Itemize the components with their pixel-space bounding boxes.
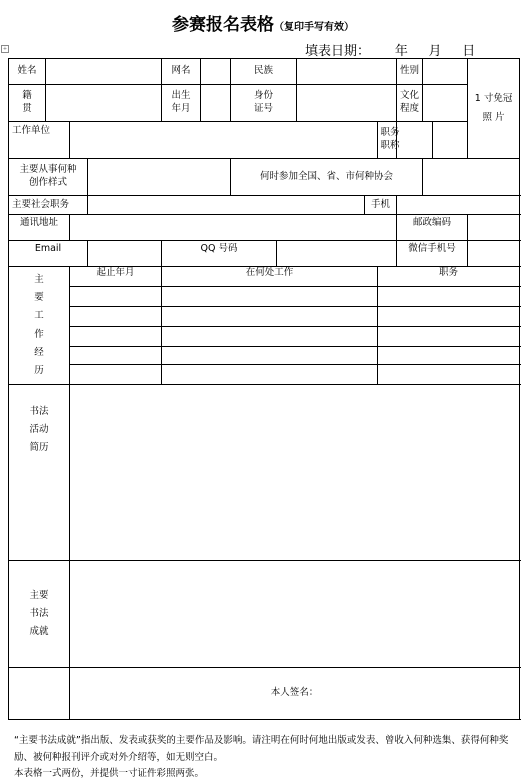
period-cell[interactable] bbox=[70, 287, 162, 307]
workplace-header: 在何处工作 bbox=[162, 267, 378, 287]
period-cell[interactable] bbox=[70, 327, 162, 347]
footer-notes bbox=[14, 733, 514, 783]
gender-label: 性别 bbox=[397, 59, 423, 85]
work-unit-field[interactable] bbox=[70, 122, 378, 159]
birth-label: 出生年月 bbox=[162, 85, 201, 122]
job-cell[interactable] bbox=[378, 327, 520, 347]
gender-field[interactable] bbox=[423, 59, 468, 85]
period-cell[interactable] bbox=[70, 307, 162, 327]
activities-label: 书法活动简历 bbox=[9, 385, 70, 561]
workplace-cell[interactable] bbox=[162, 307, 378, 327]
education-field[interactable] bbox=[423, 85, 468, 122]
wechat-field[interactable] bbox=[468, 241, 520, 267]
address-field[interactable] bbox=[70, 215, 397, 241]
qq-field[interactable] bbox=[277, 241, 397, 267]
achievements-field[interactable] bbox=[70, 561, 520, 668]
job-cell[interactable] bbox=[378, 347, 520, 365]
qq-label: QQ 号码 bbox=[162, 241, 277, 267]
id-no-field[interactable] bbox=[297, 85, 397, 122]
workplace-cell[interactable] bbox=[162, 347, 378, 365]
ethnicity-label: 民族 bbox=[231, 59, 297, 85]
work-history-label: 主要工作经历 bbox=[9, 267, 70, 385]
mobile-label: 手机 bbox=[365, 196, 397, 215]
period-cell[interactable] bbox=[70, 365, 162, 385]
email-label: Email bbox=[9, 241, 88, 267]
address-label: 通讯地址 bbox=[9, 215, 70, 241]
form-title-note: （复印手写有效） bbox=[274, 22, 354, 33]
creative-style-label: 主要从事何种创作样式 bbox=[9, 159, 88, 196]
period-header: 起止年月 bbox=[70, 267, 162, 287]
native-place-label: 籍贯 bbox=[9, 85, 46, 122]
ethnicity-field[interactable] bbox=[297, 59, 397, 85]
id-no-label: 身份证号 bbox=[231, 85, 297, 122]
fill-date bbox=[305, 40, 475, 59]
signature-field[interactable] bbox=[70, 668, 520, 720]
fill-date-year: 年 bbox=[394, 44, 408, 59]
creative-style-field[interactable] bbox=[88, 159, 231, 196]
position-field[interactable] bbox=[397, 122, 433, 159]
job-cell[interactable] bbox=[378, 307, 520, 327]
registration-table bbox=[8, 58, 520, 720]
social-post-label: 主要社会职务 bbox=[9, 196, 88, 215]
photo-label: 1 寸免冠照 片 bbox=[474, 93, 513, 123]
form-title-block bbox=[0, 10, 526, 35]
table-anchor-icon[interactable]: + bbox=[2, 46, 8, 52]
form-title: 参赛报名表格 bbox=[172, 15, 274, 35]
nickname-field[interactable] bbox=[201, 59, 231, 85]
postcode-label: 邮政编码 bbox=[397, 215, 468, 241]
workplace-cell[interactable] bbox=[162, 287, 378, 307]
association-field[interactable] bbox=[423, 159, 520, 196]
education-label: 文化程度 bbox=[397, 85, 423, 122]
postcode-field[interactable] bbox=[468, 215, 520, 241]
work-unit-label: 工作单位 bbox=[9, 122, 70, 159]
signature-label: 本人签名： bbox=[270, 687, 319, 699]
activities-field[interactable] bbox=[70, 385, 520, 561]
email-field[interactable] bbox=[88, 241, 162, 267]
association-label: 何时参加全国、省、市何种协会 bbox=[231, 159, 423, 196]
name-field[interactable] bbox=[46, 59, 162, 85]
native-place-field[interactable] bbox=[46, 85, 162, 122]
job-cell[interactable] bbox=[378, 365, 520, 385]
name-label: 姓名 bbox=[9, 59, 46, 85]
photo-box[interactable] bbox=[468, 59, 520, 159]
period-cell[interactable] bbox=[70, 347, 162, 365]
footer-note-achievements: “主要书法成就”指出版、发表或获奖的主要作品及影响。请注明在何时何地出版或发表、曾收入何种选集、获得何种奖励、被何种报刊评介或对外介绍等，如无则空白。 bbox=[14, 735, 509, 763]
fill-date-label: 填表日期： bbox=[305, 44, 371, 59]
mobile-field[interactable] bbox=[397, 196, 520, 215]
signature-spacer bbox=[9, 668, 70, 720]
wechat-label: 微信手机号 bbox=[397, 241, 468, 267]
job-header: 职务 bbox=[378, 267, 520, 287]
footer-note-copies: 本表格一式两份，并提供一寸证件彩照两张。 bbox=[14, 768, 205, 780]
social-post-field[interactable] bbox=[88, 196, 365, 215]
workplace-cell[interactable] bbox=[162, 327, 378, 347]
nickname-label: 网名 bbox=[162, 59, 201, 85]
job-cell[interactable] bbox=[378, 287, 520, 307]
achievements-label: 主要书法成就 bbox=[9, 561, 70, 668]
fill-date-month: 月 bbox=[428, 44, 442, 59]
workplace-cell[interactable] bbox=[162, 365, 378, 385]
position-label: 职务职称 bbox=[378, 122, 397, 159]
birth-field[interactable] bbox=[201, 85, 231, 122]
fill-date-day: 日 bbox=[462, 44, 476, 59]
